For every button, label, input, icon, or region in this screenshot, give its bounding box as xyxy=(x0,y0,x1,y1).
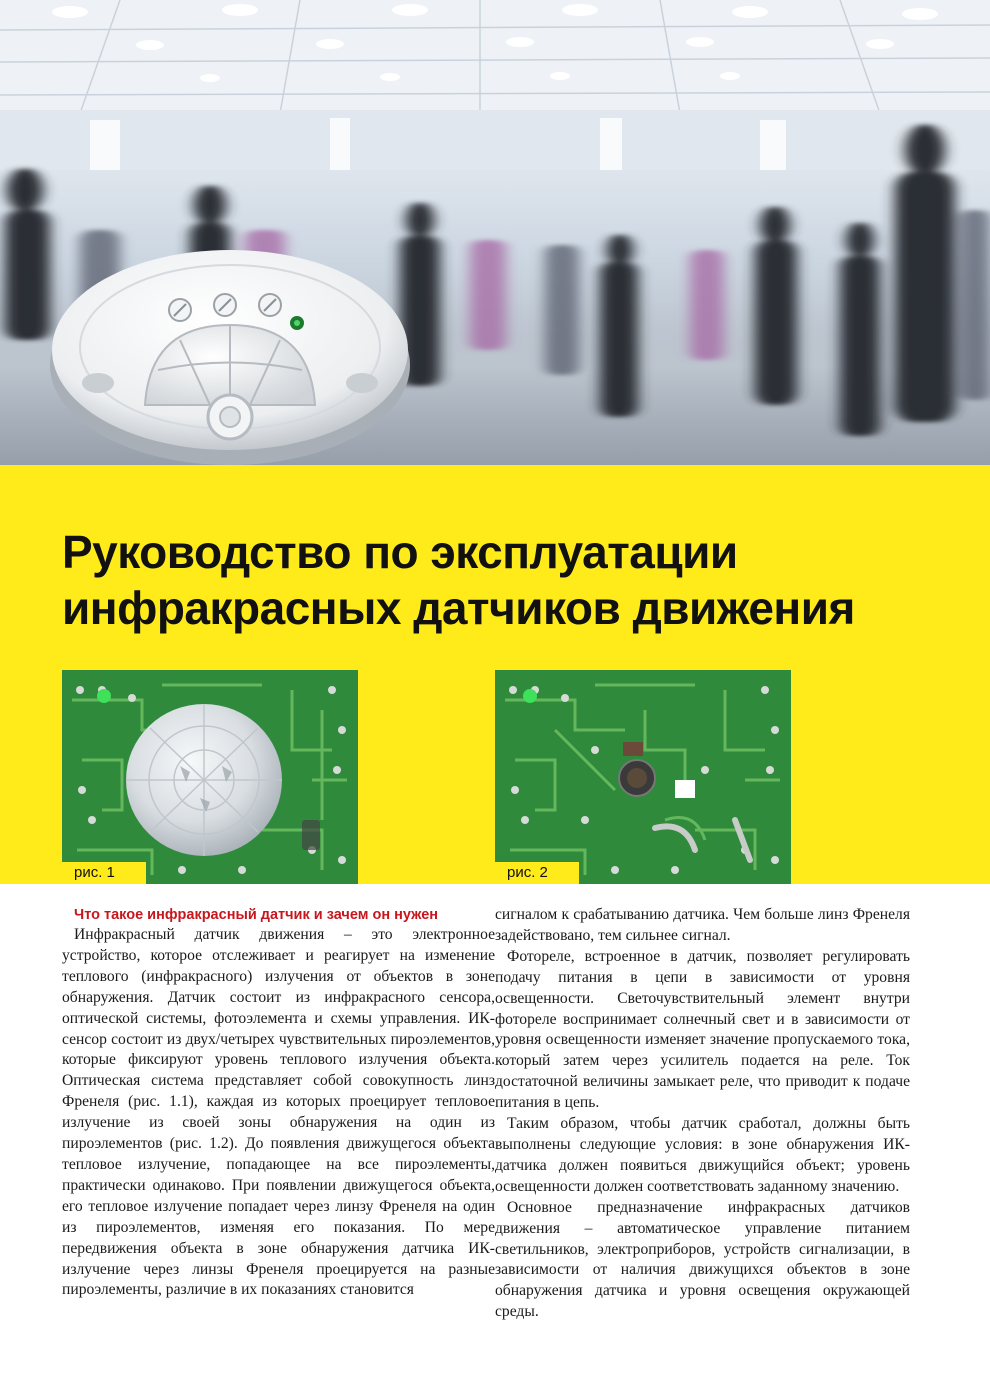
pcb-with-photosensor-image xyxy=(495,670,791,884)
pcb-with-fresnel-lens-image xyxy=(62,670,358,884)
figure-1 xyxy=(62,670,358,884)
paragraph-continuation: сигналом к срабатыванию датчика. Чем больше линз Френеля задействовано, тем сильнее сигнал. xyxy=(495,906,910,944)
figure-1-label: рис. 1 xyxy=(62,862,146,884)
paragraph: Таким образом, чтобы датчик сработал, должны быть выполнены следующие условия: в зоне обнаружения ИК-датчика должен появиться движущийся объект; уровень освещенности должен соответствовать заданному значению. xyxy=(495,1115,910,1195)
page-title-line-1: Руководство по эксплуатации xyxy=(62,526,738,578)
figure-2 xyxy=(495,670,791,884)
hero-photo xyxy=(0,0,990,465)
section-heading: Что такое инфракрасный датчик и зачем он нужен xyxy=(74,907,439,923)
figure-2-label: рис. 2 xyxy=(495,862,579,884)
article-column-right xyxy=(495,905,910,1323)
page-title-line-2: инфракрасных датчиков движения xyxy=(62,582,855,634)
motion-sensor-device-graphic xyxy=(40,205,420,465)
paragraph: Инфракрасный датчик движения – это электронное устройство, которое отслеживает и реагирует на изменение теплового (инфракрасного) излучения от объектов в зоне обнаружения. Датчик состоит из инфракрасного сенсора, оптической системы, фотоэлемента и схемы управления. ИК-сенсор состоит из двух/четырех чувствительных пироэлементов, которые фиксируют уровень теплового излучения объекта. Оптическая система представляет собой совокупность линз Френеля (рис. 1.1), каждая из которых проецирует тепловое излучение из своей зоны обнаружения на один из пироэлементов (рис. 1.2). До появления движущегося объекта тепловое излучение, попадающее на все пироэлементы, практически одинаково. При появлении движущегося объекта, его тепловое излучение попадает через линзу Френеля на один из пироэлементов, изменяя его показания. По мере передвижения объекта в зоне обнаружения датчика ИК-излучение через линзы Френеля проецируется на разные пироэлементы, различие в их показаниях становится xyxy=(62,926,495,1299)
paragraph: Фотореле, встроенное в датчик, позволяет регулировать подачу питания в цепи в зависимости от уровня освещенности. Светочувствительный элемент внутри фотореле воспринимает солнечный свет и в зависимости от уровня освещенности изменяет значение пропускаемого тока, который затем через усилитель подается на реле. Ток достаточной величины замыкает реле, что приводит к подаче питания в цепь. xyxy=(495,947,910,1112)
paragraph: Основное предназначение инфракрасных датчиков движения – автоматическое управление питанием светильников, электроприборов, устройств сигнализации, в зависимости от наличия движущихся объектов в зоне обнаружения датчика и уровня освещения окружающей среды. xyxy=(495,1198,910,1321)
page-title xyxy=(62,524,962,636)
article-column-left xyxy=(62,905,495,1301)
